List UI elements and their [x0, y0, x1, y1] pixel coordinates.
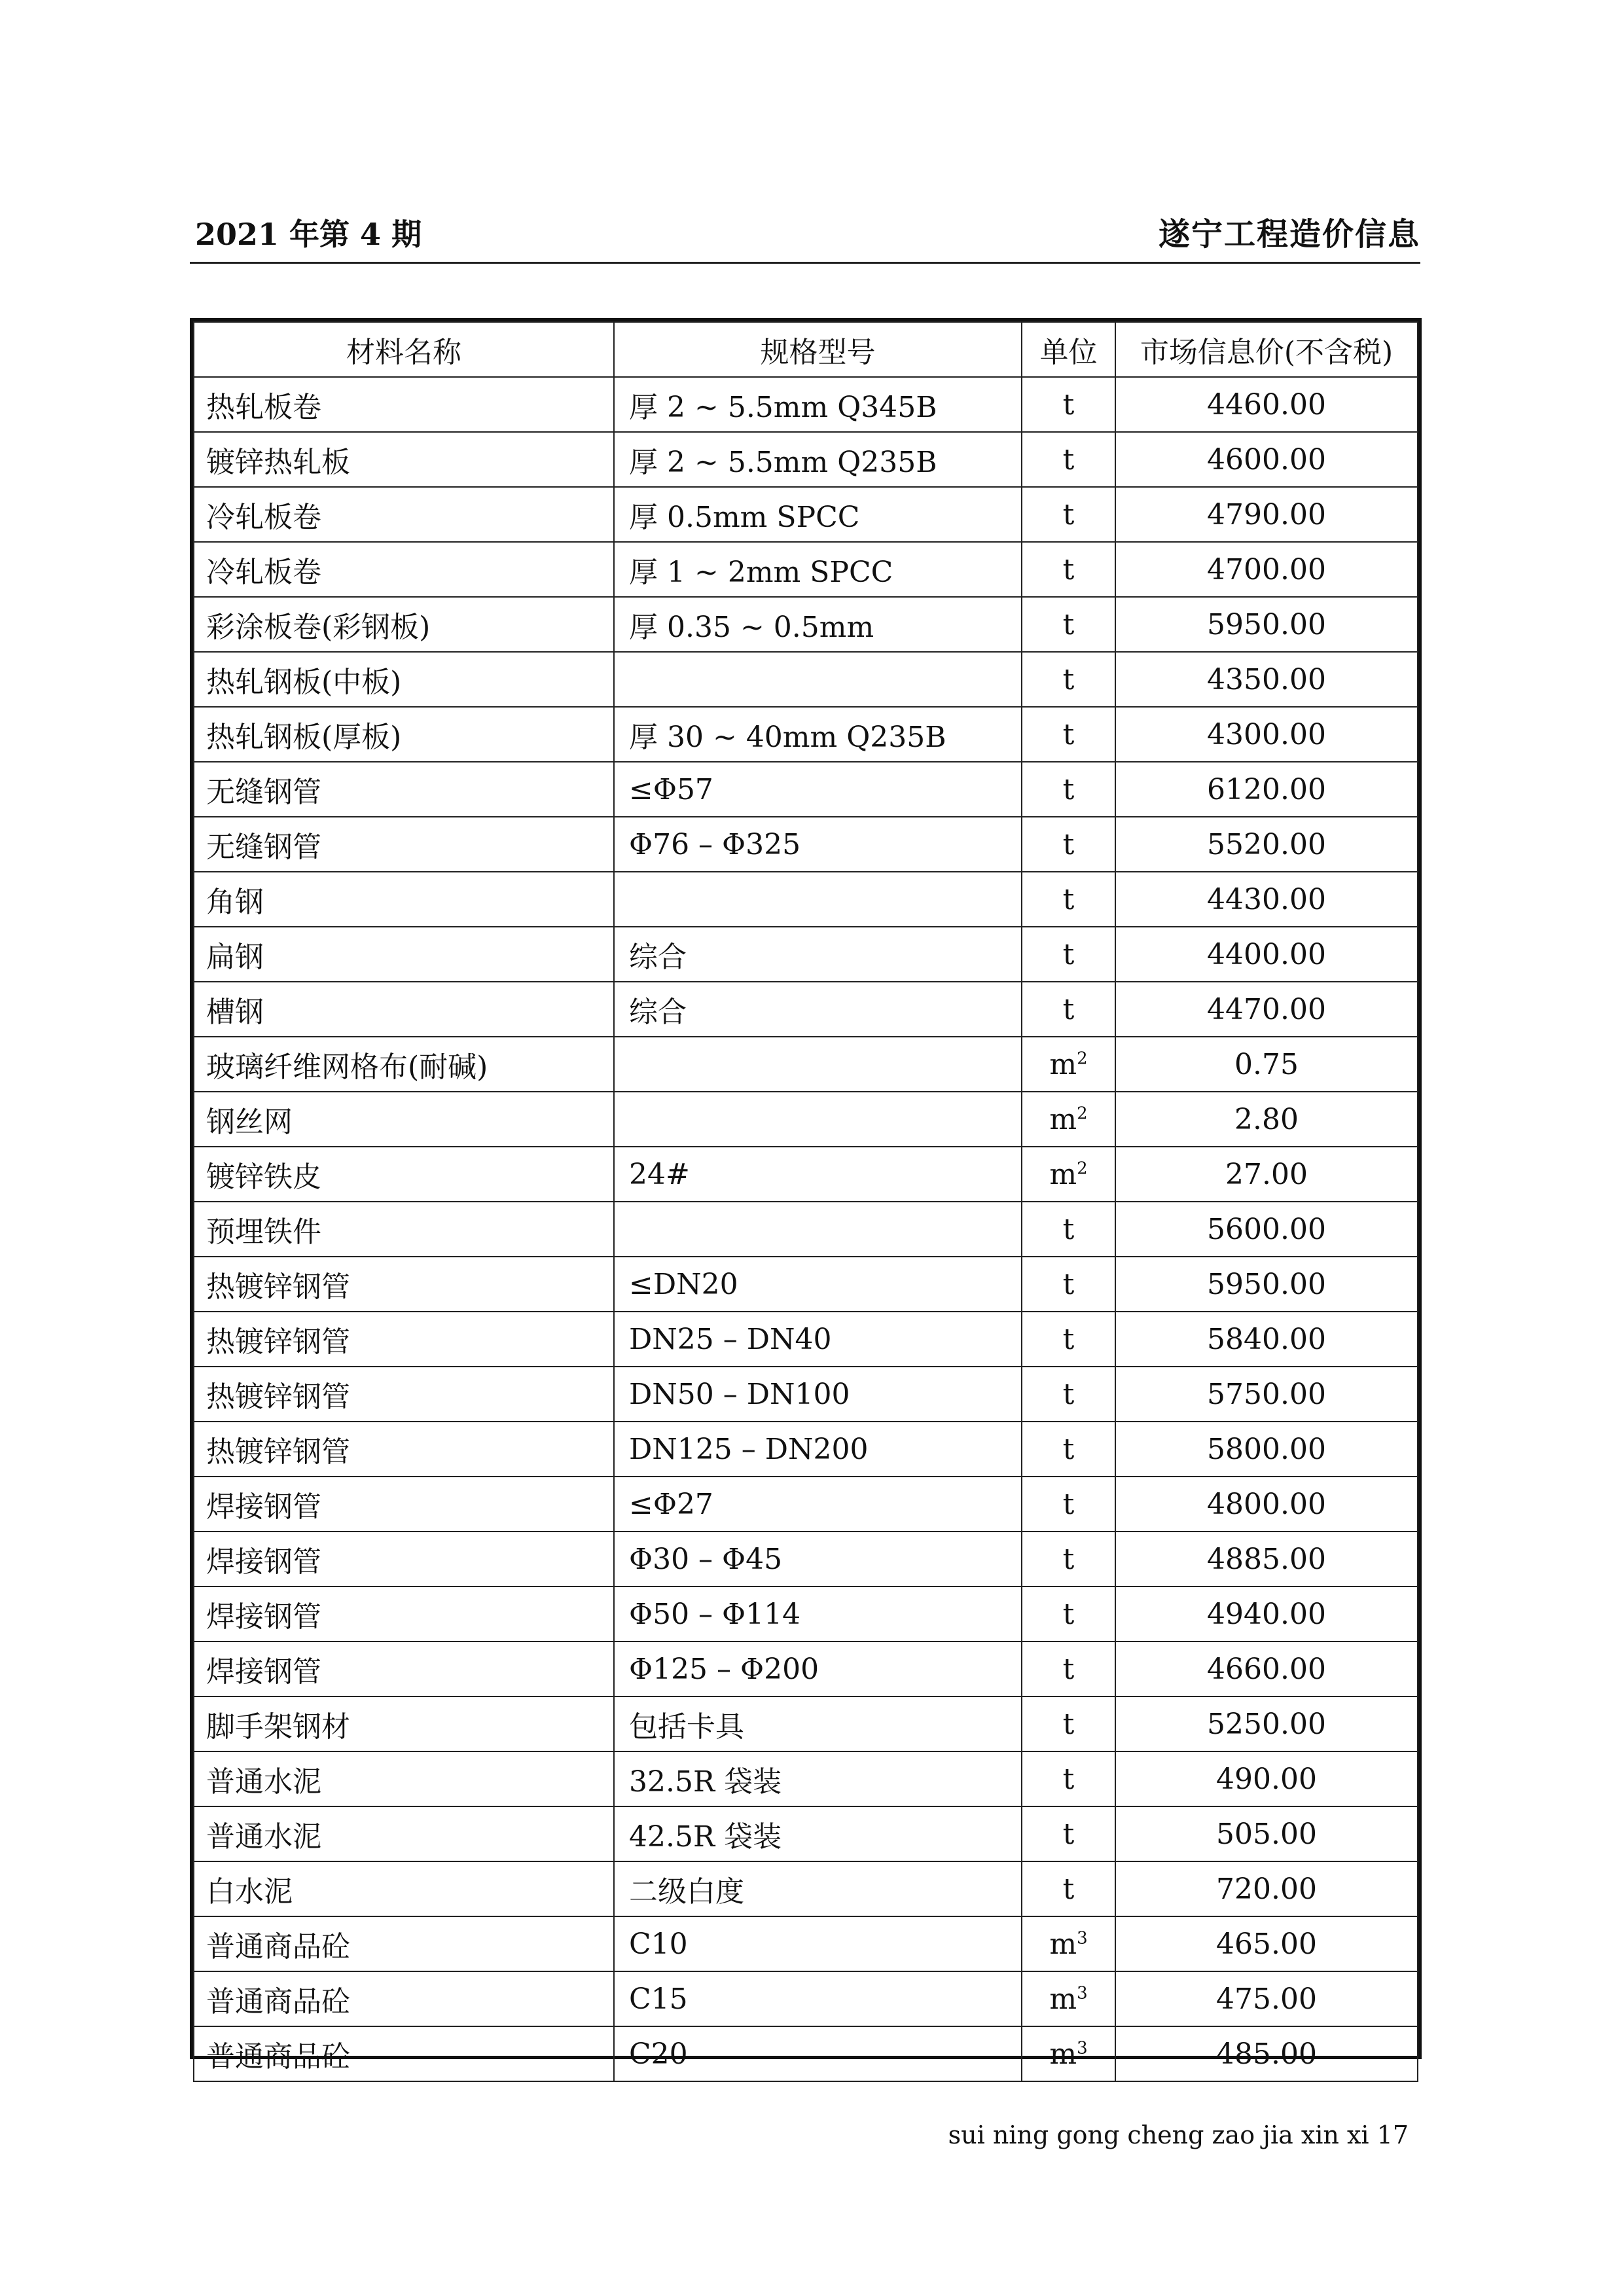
unit-base: t [1062, 937, 1075, 971]
spec-cell: DN50 – DN100 [614, 1367, 1022, 1422]
unit-cell [1022, 1861, 1115, 1916]
spec-cell: DN125 – DN200 [614, 1422, 1022, 1477]
table-row [194, 1312, 1418, 1367]
spec-cell [614, 872, 1022, 927]
unit-exponent: 3 [1077, 1982, 1088, 2003]
unit-base: m [1049, 1047, 1077, 1081]
spec-cell [614, 1037, 1022, 1092]
unit-cell [1022, 652, 1115, 707]
table-row [194, 432, 1418, 487]
spec-cell [614, 652, 1022, 707]
table-body [194, 377, 1418, 2081]
material-name-cell: 普通商品砼 [194, 1916, 614, 1971]
unit-base: t [1062, 1267, 1075, 1301]
table-row [194, 1367, 1418, 1422]
unit-cell [1022, 1312, 1115, 1367]
price-cell: 4790.00 [1115, 487, 1418, 542]
unit-cell [1022, 542, 1115, 597]
unit-base: t [1062, 717, 1075, 751]
unit-cell [1022, 1971, 1115, 2026]
table-row [194, 1202, 1418, 1257]
price-cell: 4350.00 [1115, 652, 1418, 707]
unit-base: t [1062, 992, 1075, 1026]
price-cell: 4300.00 [1115, 707, 1418, 762]
price-cell: 4460.00 [1115, 377, 1418, 432]
spec-cell: 厚 2 ~ 5.5mm Q235B [614, 432, 1022, 487]
price-cell: 27.00 [1115, 1147, 1418, 1202]
page-footer: sui ning gong cheng zao jia xin xi 17 [948, 2121, 1409, 2149]
spec-cell: 厚 0.35 ~ 0.5mm [614, 597, 1022, 652]
price-cell: 5750.00 [1115, 1367, 1418, 1422]
price-cell: 5520.00 [1115, 817, 1418, 872]
spec-cell: Φ76 – Φ325 [614, 817, 1022, 872]
table-row [194, 1147, 1418, 1202]
unit-base: t [1062, 882, 1075, 916]
price-cell: 4660.00 [1115, 1641, 1418, 1696]
material-name-cell: 脚手架钢材 [194, 1696, 614, 1751]
spec-cell: ≤Φ57 [614, 762, 1022, 817]
price-cell: 4400.00 [1115, 927, 1418, 982]
spec-cell [614, 1092, 1022, 1147]
material-name-cell: 热镀锌钢管 [194, 1257, 614, 1312]
unit-cell [1022, 1092, 1115, 1147]
unit-base: t [1062, 1542, 1075, 1576]
price-cell: 505.00 [1115, 1806, 1418, 1861]
unit-base: t [1062, 1487, 1075, 1521]
material-name-cell: 焊接钢管 [194, 1587, 614, 1641]
column-header-spec: 规格型号 [614, 322, 1022, 377]
table-row [194, 1532, 1418, 1587]
unit-cell [1022, 487, 1115, 542]
price-cell: 5950.00 [1115, 1257, 1418, 1312]
unit-base: t [1062, 552, 1075, 586]
table-row [194, 1696, 1418, 1751]
spec-cell: Φ50 – Φ114 [614, 1587, 1022, 1641]
unit-base: t [1062, 1322, 1075, 1356]
spec-cell: 42.5R 袋装 [614, 1806, 1022, 1861]
unit-exponent: 3 [1077, 2037, 1088, 2058]
material-name-cell: 白水泥 [194, 1861, 614, 1916]
spec-cell: 综合 [614, 927, 1022, 982]
material-name-cell: 无缝钢管 [194, 762, 614, 817]
unit-cell [1022, 982, 1115, 1037]
price-cell: 4885.00 [1115, 1532, 1418, 1587]
table-row [194, 1641, 1418, 1696]
price-cell: 5600.00 [1115, 1202, 1418, 1257]
price-table-container [190, 318, 1422, 2073]
material-name-cell: 镀锌铁皮 [194, 1147, 614, 1202]
price-cell: 4700.00 [1115, 542, 1418, 597]
unit-base: t [1062, 442, 1075, 476]
table-row [194, 487, 1418, 542]
material-name-cell: 玻璃纤维网格布(耐碱) [194, 1037, 614, 1092]
table-row [194, 872, 1418, 927]
unit-cell [1022, 1202, 1115, 1257]
price-cell: 720.00 [1115, 1861, 1418, 1916]
table-row [194, 1751, 1418, 1806]
spec-cell: DN25 – DN40 [614, 1312, 1022, 1367]
spec-cell: 厚 1 ~ 2mm SPCC [614, 542, 1022, 597]
unit-base: m [1049, 1982, 1077, 2016]
material-name-cell: 钢丝网 [194, 1092, 614, 1147]
spec-cell: 综合 [614, 982, 1022, 1037]
material-name-cell: 镀锌热轧板 [194, 432, 614, 487]
table-row [194, 982, 1418, 1037]
unit-cell [1022, 597, 1115, 652]
material-name-cell: 扁钢 [194, 927, 614, 982]
spec-cell: 24# [614, 1147, 1022, 1202]
table-row [194, 927, 1418, 982]
unit-cell [1022, 377, 1115, 432]
column-header-name: 材料名称 [194, 322, 614, 377]
column-header-price: 市场信息价(不含税) [1115, 322, 1418, 377]
material-name-cell: 焊接钢管 [194, 1641, 614, 1696]
unit-base: m [1049, 2037, 1077, 2071]
table-row [194, 1422, 1418, 1477]
price-cell: 2.80 [1115, 1092, 1418, 1147]
unit-cell [1022, 1641, 1115, 1696]
material-name-cell: 彩涂板卷(彩钢板) [194, 597, 614, 652]
material-name-cell: 热轧板卷 [194, 377, 614, 432]
unit-cell [1022, 1477, 1115, 1532]
table-row [194, 762, 1418, 817]
spec-cell [614, 1202, 1022, 1257]
table-row [194, 1916, 1418, 1971]
table-row [194, 707, 1418, 762]
publication-title: 遂宁工程造价信息 [1158, 216, 1420, 253]
material-name-cell: 冷轧板卷 [194, 487, 614, 542]
spec-cell: Φ30 – Φ45 [614, 1532, 1022, 1587]
unit-cell [1022, 432, 1115, 487]
spec-cell: 厚 0.5mm SPCC [614, 487, 1022, 542]
unit-base: t [1062, 1707, 1075, 1741]
spec-cell: ≤Φ27 [614, 1477, 1022, 1532]
table-row [194, 1092, 1418, 1147]
unit-cell [1022, 1367, 1115, 1422]
unit-cell [1022, 1147, 1115, 1202]
price-cell: 490.00 [1115, 1751, 1418, 1806]
unit-base: t [1062, 497, 1075, 531]
unit-exponent: 2 [1077, 1048, 1088, 1068]
spec-cell: C10 [614, 1916, 1022, 1971]
material-name-cell: 热轧钢板(中板) [194, 652, 614, 707]
table-row [194, 1806, 1418, 1861]
table-row [194, 817, 1418, 872]
price-cell: 5840.00 [1115, 1312, 1418, 1367]
spec-cell: ≤DN20 [614, 1257, 1022, 1312]
price-cell: 4470.00 [1115, 982, 1418, 1037]
unit-base: t [1062, 387, 1075, 422]
unit-base: t [1062, 772, 1075, 806]
unit-base: t [1062, 662, 1075, 696]
price-cell: 4600.00 [1115, 432, 1418, 487]
table-row [194, 2026, 1418, 2081]
unit-base: t [1062, 1597, 1075, 1631]
material-name-cell: 焊接钢管 [194, 1477, 614, 1532]
material-name-cell: 预埋铁件 [194, 1202, 614, 1257]
material-name-cell: 普通水泥 [194, 1751, 614, 1806]
unit-base: t [1062, 1432, 1075, 1466]
spec-cell: C20 [614, 2026, 1022, 2081]
unit-exponent: 2 [1077, 1103, 1088, 1123]
table-row [194, 597, 1418, 652]
unit-cell [1022, 1422, 1115, 1477]
unit-base: t [1062, 1377, 1075, 1411]
material-name-cell: 普通水泥 [194, 1806, 614, 1861]
unit-cell [1022, 1257, 1115, 1312]
table-row [194, 1861, 1418, 1916]
material-name-cell: 角钢 [194, 872, 614, 927]
unit-base: m [1049, 1102, 1077, 1136]
unit-exponent: 3 [1077, 1928, 1088, 1948]
issue-label: 2021 年第 4 期 [195, 217, 422, 252]
unit-cell [1022, 762, 1115, 817]
table-row [194, 1257, 1418, 1312]
price-table [193, 321, 1418, 2082]
unit-base: t [1062, 1762, 1075, 1796]
price-cell: 5250.00 [1115, 1696, 1418, 1751]
material-name-cell: 热轧钢板(厚板) [194, 707, 614, 762]
unit-exponent: 2 [1077, 1158, 1088, 1178]
unit-cell [1022, 817, 1115, 872]
material-name-cell: 热镀锌钢管 [194, 1422, 614, 1477]
unit-base: t [1062, 607, 1075, 641]
table-row [194, 1971, 1418, 2026]
material-name-cell: 冷轧板卷 [194, 542, 614, 597]
price-cell: 5800.00 [1115, 1422, 1418, 1477]
page-header [190, 209, 1420, 264]
price-cell: 4800.00 [1115, 1477, 1418, 1532]
material-name-cell: 无缝钢管 [194, 817, 614, 872]
spec-cell: Φ125 – Φ200 [614, 1641, 1022, 1696]
material-name-cell: 槽钢 [194, 982, 614, 1037]
unit-cell [1022, 1751, 1115, 1806]
column-header-unit: 单位 [1022, 322, 1115, 377]
unit-cell [1022, 1696, 1115, 1751]
unit-cell [1022, 1532, 1115, 1587]
unit-cell [1022, 1037, 1115, 1092]
spec-cell: 32.5R 袋装 [614, 1751, 1022, 1806]
unit-cell [1022, 1587, 1115, 1641]
material-name-cell: 普通商品砼 [194, 1971, 614, 2026]
spec-cell: C15 [614, 1971, 1022, 2026]
price-cell: 475.00 [1115, 1971, 1418, 2026]
unit-base: t [1062, 1817, 1075, 1851]
material-name-cell: 焊接钢管 [194, 1532, 614, 1587]
unit-cell [1022, 2026, 1115, 2081]
price-cell: 4430.00 [1115, 872, 1418, 927]
unit-base: m [1049, 1157, 1077, 1191]
material-name-cell: 热镀锌钢管 [194, 1312, 614, 1367]
spec-cell: 包括卡具 [614, 1696, 1022, 1751]
spec-cell: 厚 2 ~ 5.5mm Q345B [614, 377, 1022, 432]
table-row [194, 1587, 1418, 1641]
price-cell: 485.00 [1115, 2026, 1418, 2081]
unit-base: t [1062, 1652, 1075, 1686]
price-cell: 465.00 [1115, 1916, 1418, 1971]
table-row [194, 1477, 1418, 1532]
spec-cell: 厚 30 ~ 40mm Q235B [614, 707, 1022, 762]
material-name-cell: 热镀锌钢管 [194, 1367, 614, 1422]
unit-cell [1022, 872, 1115, 927]
unit-base: t [1062, 1212, 1075, 1246]
unit-cell [1022, 1806, 1115, 1861]
table-row [194, 542, 1418, 597]
unit-cell [1022, 927, 1115, 982]
unit-cell [1022, 707, 1115, 762]
table-header-row [194, 322, 1418, 377]
price-cell: 0.75 [1115, 1037, 1418, 1092]
price-cell: 5950.00 [1115, 597, 1418, 652]
price-cell: 4940.00 [1115, 1587, 1418, 1641]
material-name-cell: 普通商品砼 [194, 2026, 614, 2081]
table-row [194, 652, 1418, 707]
unit-cell [1022, 1916, 1115, 1971]
unit-base: m [1049, 1927, 1077, 1961]
unit-base: t [1062, 827, 1075, 861]
unit-base: t [1062, 1872, 1075, 1906]
spec-cell: 二级白度 [614, 1861, 1022, 1916]
price-cell: 6120.00 [1115, 762, 1418, 817]
table-row [194, 377, 1418, 432]
table-row [194, 1037, 1418, 1092]
